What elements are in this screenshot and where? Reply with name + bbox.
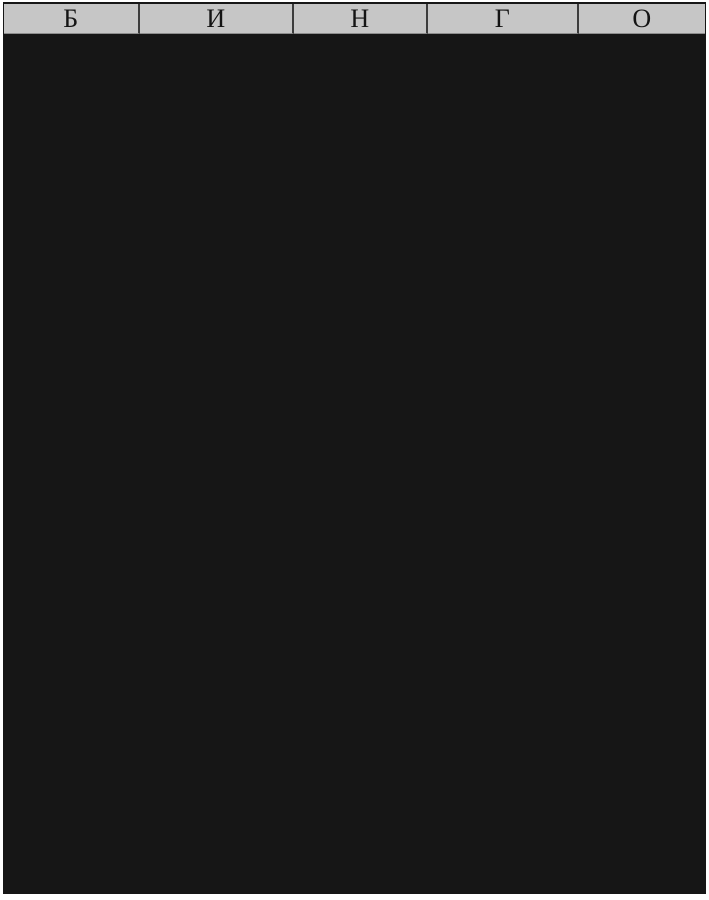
- header-cell-n: [294, 4, 428, 34]
- header-letter-g: Г: [494, 3, 511, 33]
- header-cell-o: [579, 4, 705, 34]
- header-letter-o: О: [632, 3, 652, 33]
- header-letter-i: И: [206, 3, 226, 33]
- header-cell-b: [4, 4, 140, 34]
- bingo-card-body: [3, 35, 706, 894]
- header-letter-n: Н: [350, 3, 370, 33]
- header-cell-i: [140, 4, 294, 34]
- header-letter-b: Б: [63, 3, 79, 33]
- header-cell-g: [428, 4, 579, 34]
- bingo-header-row: [4, 4, 705, 34]
- bingo-card: [3, 2, 706, 894]
